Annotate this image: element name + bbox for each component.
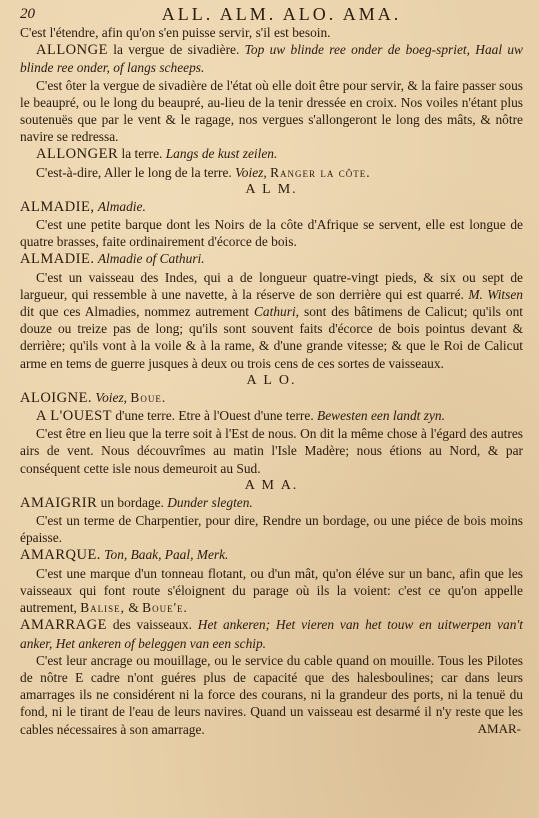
dictionary-entry (20, 389, 523, 407)
headword: ALMADIE, (20, 198, 95, 215)
entry-text: la terre. (118, 146, 166, 162)
dutch-translation: Het ankeren; Het vieren van het touw en uitwerpen van't anker, Het ankeren of beleggen van een schip. (20, 617, 523, 651)
dutch-translation: Dunder slegten. (167, 494, 253, 510)
headword: A L'OUEST (36, 408, 112, 425)
dictionary-entry (20, 41, 523, 76)
headword: ALLONGE (36, 42, 108, 59)
entry-text: C'est leur ancrage ou mouillage, ou le service du cable quand on mouille. Tous les Pilotes de nôtre E cadre n'ont guéres plus de capacité que des halesboulines; car dans leurs amarrages ils ne considérent ni la force des courans, ni la grandeur des ports, ni la tenuë du fond, ni le tirant de l'eau de leurs navires. Quand un vaisseau est desarmé il n'y reste que les cables nécessaires à son amarrage. (20, 652, 523, 737)
dictionary-entry (20, 407, 523, 425)
dutch-translation: Ton, Baak, Paal, Merk. (104, 547, 229, 563)
entry-text: des vaisseaux. (106, 617, 198, 633)
entry-text: d'une terre. Etre à l'Ouest d'une terre. (112, 408, 318, 424)
page-header (20, 4, 523, 24)
headword: ALMADIE. (20, 251, 95, 268)
running-head: ALL. ALM. ALO. AMA. (161, 4, 402, 24)
entry-text: un bordage. (97, 494, 168, 510)
dictionary-entry (20, 250, 523, 268)
dictionary-entry (20, 494, 523, 512)
dictionary-entry (20, 425, 523, 477)
catchword: AMAR- (477, 720, 521, 736)
headword: AMARRAGE (20, 617, 107, 634)
dictionary-entry (20, 145, 523, 163)
headword: ALLONGER (36, 146, 119, 163)
entry-text: C'est l'étendre, afin qu'on s'en puisse servir, s'il est besoin. (20, 25, 331, 40)
cross-reference: Balise, (80, 600, 126, 616)
dictionary-entry (20, 546, 523, 564)
section-heading: A L M. (245, 181, 298, 197)
entry-text: C'est être en lieu que la terre soit à l'Est de nous. On dit la même chose à l'égard des autres airs de vent. Nous découvrîmes au matin l'Isle Madère; nous étions au Nord, & par conséquent cette isle nous demeuroit au Sud. (20, 426, 523, 476)
dictionary-entry (20, 216, 523, 250)
dutch-translation: Bewesten een landt zyn. (317, 408, 445, 424)
dutch-translation: Top uw blinde ree onder de boeg-spriet, Haal uw blinde ree onder, of langs scheeps. (20, 42, 523, 76)
entry-text: C'est-à-dire, Aller le long de la terre. (36, 164, 236, 180)
dutch-translation: M. Witsen (468, 286, 523, 302)
section-heading: A L O. (246, 372, 297, 388)
headword: AMARQUE. (20, 547, 101, 564)
dictionary-entry (20, 565, 523, 617)
entry-text: C'est une petite barque dont les Noirs de la côte d'Afrique se servent, elle est longue de quatre brasses, faite ordinairement d'écorce de bois. (20, 217, 523, 250)
dictionary-entry (20, 24, 523, 41)
page-number: 20 (20, 6, 35, 22)
entry-text: sont des bâtimens de Calicut; qu'ils ont douze ou treize pas de long; qu'ils sont souvent faits d'écorce de bois pointus devant & derrière; qu'ils vont à la voile & à la rame, & d'une grande vitesse; & que le Roi de Calicut arme en tems de guerre jusques à deux ou trois cens de ces sortes de vaisseaux. (20, 304, 523, 371)
dictionary-entry (20, 512, 523, 546)
headword: ALOIGNE. (20, 389, 93, 406)
entry-text: C'est un vaisseau des Indes, qui a de longueur quatre-vingt pieds, & six ou sept de largueur, qui ressemble à une navette, à la réserve de son derrière qui est quarré. (20, 269, 523, 302)
dictionary-entry (20, 269, 523, 372)
dutch-translation: Cathuri, (254, 304, 300, 320)
dutch-translation: Langs de kust zeilen. (165, 146, 278, 162)
entry-text: & (125, 600, 143, 616)
dutch-translation: Almadie of Cathuri. (97, 251, 205, 267)
entry-text: dit que ces Almadies, nommez autrement (20, 304, 254, 320)
headword: AMAIGRIR (20, 494, 98, 511)
dictionary-entry (20, 616, 523, 651)
dictionary-entry (20, 77, 523, 146)
entry-text: C'est ôter la vergue de sivadière de l'état où elle doit être pour servir, & la faire passer sous le beaupré, ou le long du beaupré, au-lieu de la tenir dressée en croix. Nos voiles n'étant plus soutenuës que par le vent & le ragage, nos vergues s'allongeront le long des mâts, & nôtre navire se redressa. (20, 77, 523, 145)
dutch-translation: Voiez, (235, 164, 267, 180)
cross-reference: Boue'e. (142, 600, 188, 616)
section-heading: A M A. (244, 477, 299, 493)
page-body (20, 24, 523, 738)
dutch-translation: Voiez, (95, 389, 128, 405)
dictionary-entry (20, 198, 523, 216)
entry-text: C'est un terme de Charpentier, pour dire, Rendre un bordage, ou une piéce de bois moins épaisse. (20, 513, 523, 546)
entry-text: la vergue de sivadière. (107, 42, 245, 58)
dictionary-entry (20, 164, 523, 181)
dutch-translation: Almadie. (97, 198, 146, 214)
entry-text: C'est une marque d'un tonneau flotant, ou d'un mât, qu'on éléve sur un banc, afin que les vaisseaux qui font route s'éloignent du parage où ils la voient: c'est ce qu'on appelle autrement, (20, 565, 523, 616)
cross-reference: Boue. (130, 389, 167, 405)
cross-reference: Ranger la côte. (270, 164, 371, 180)
